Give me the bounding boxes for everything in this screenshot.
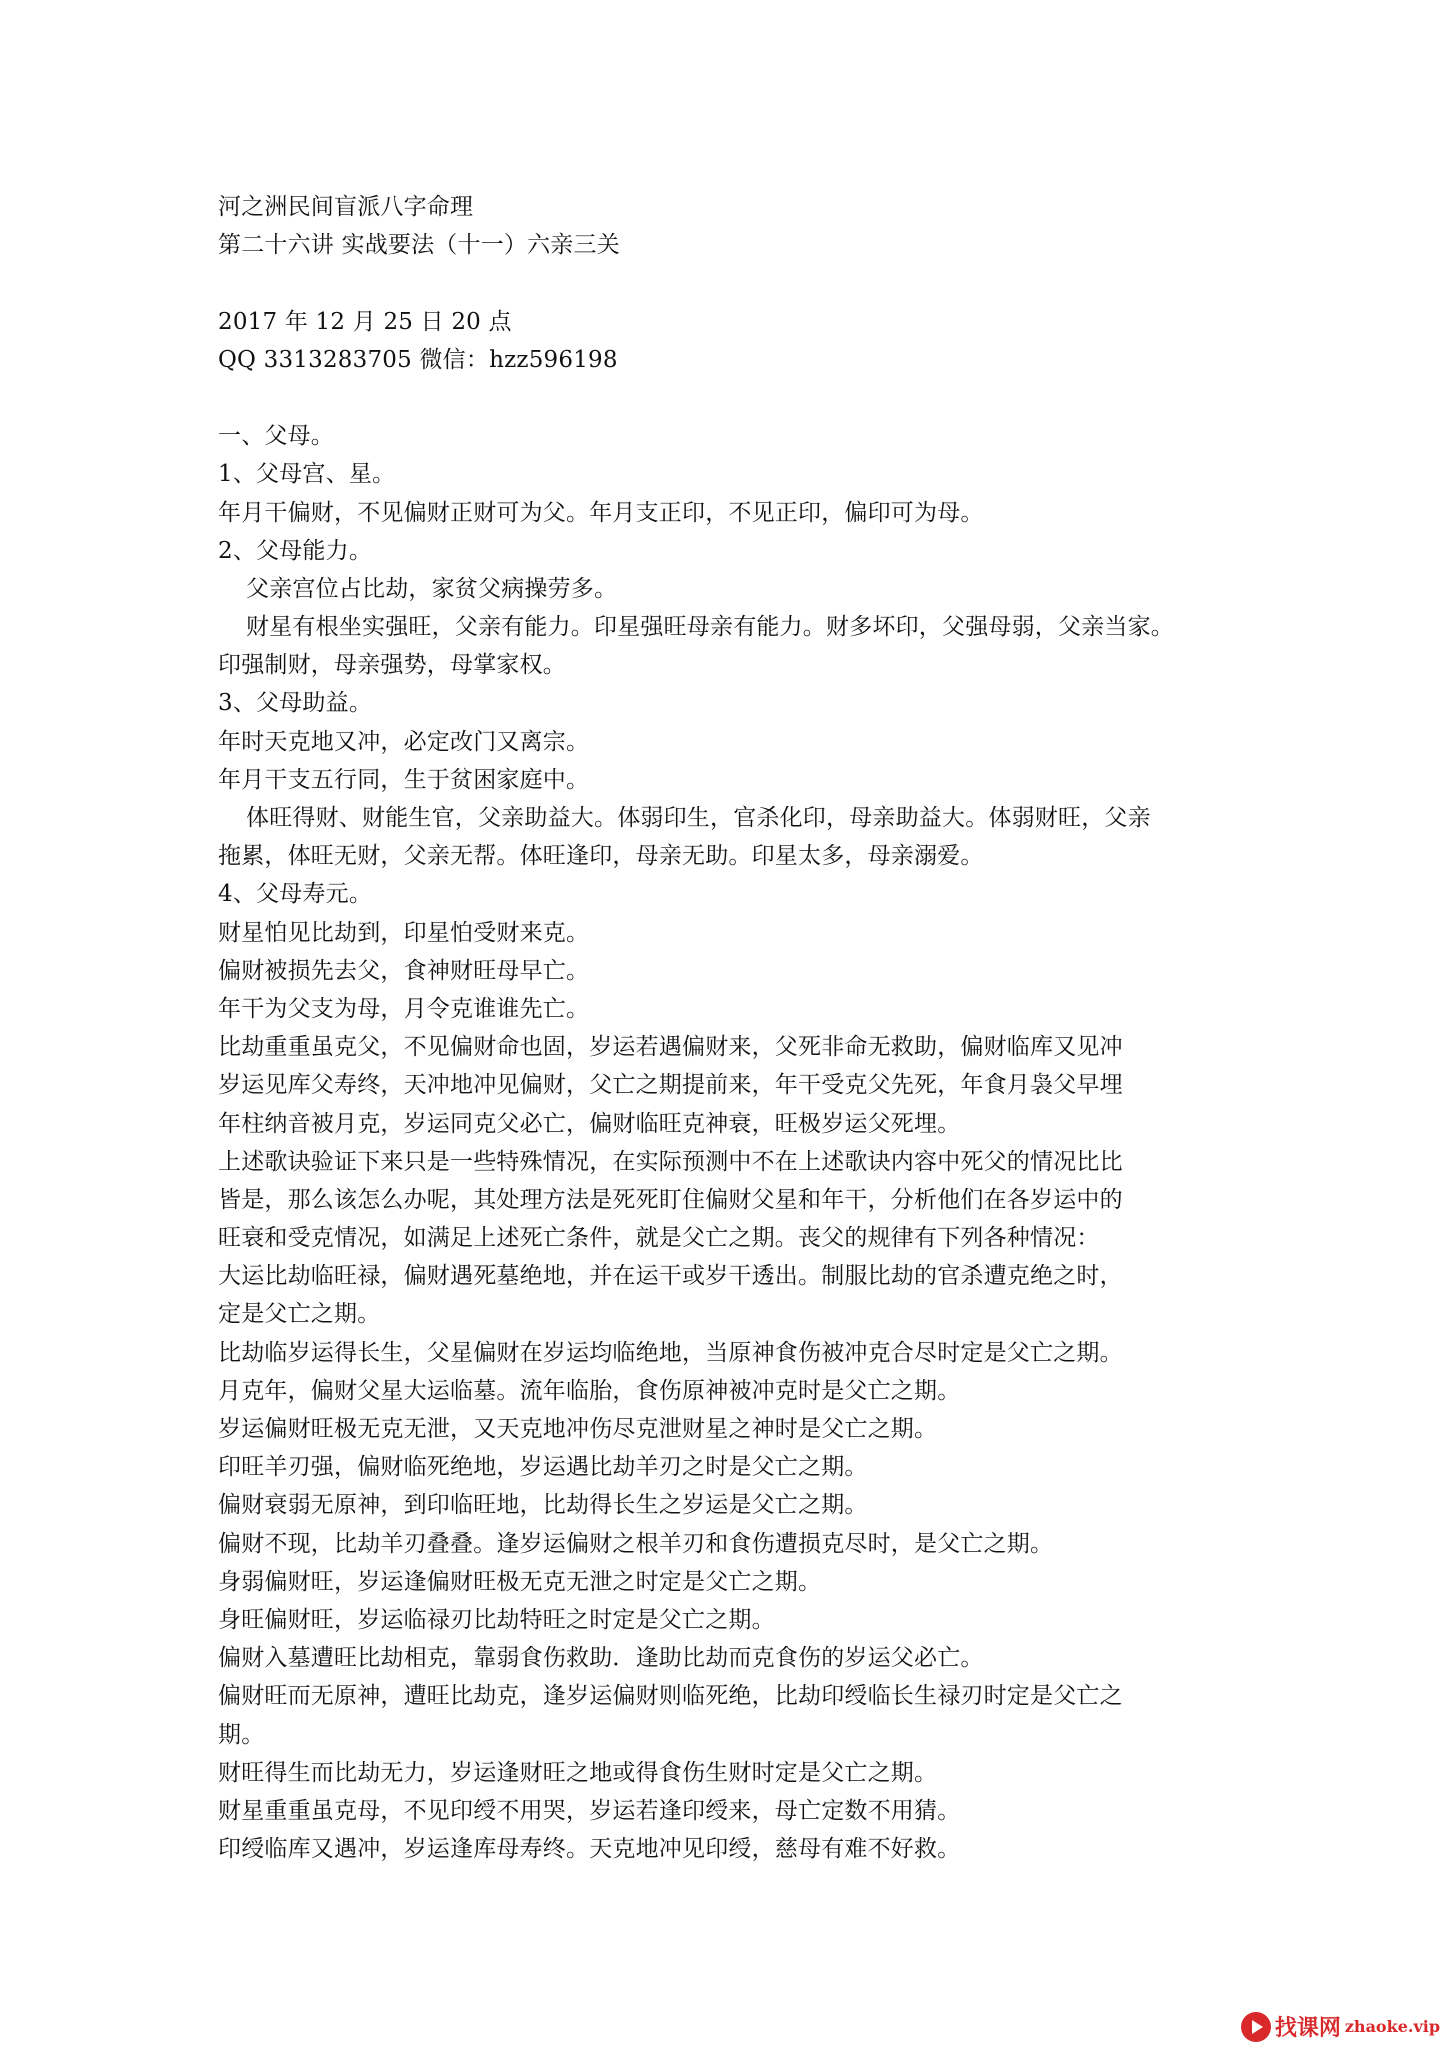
text-line: 印绶临库又遇冲，岁运逢库母寿终。天克地冲见印绶，慈母有难不好救。	[218, 1836, 961, 1863]
text-line: 拖累，体旺无财，父亲无帮。体旺逢印，母亲无助。印星太多，母亲溺爱。	[218, 843, 984, 870]
document-body	[218, 188, 1238, 1868]
text-line: 大运比劫临旺禄，偏财遇死墓绝地，并在运干或岁干透出。制服比劫的官杀遭克绝之时，	[218, 1263, 1123, 1290]
play-logo-icon	[1241, 2012, 1271, 2042]
subsection-heading: 3、父母助益。	[218, 690, 373, 717]
text-line: 偏财衰弱无原神，到印临旺地，比劫得长生之岁运是父亡之期。	[218, 1492, 868, 1519]
spacer	[218, 264, 1238, 302]
text-line: 父亲宫位占比劫，家贫父病操劳多。	[246, 575, 618, 602]
watermark-en: zhaoke.vip	[1344, 2017, 1440, 2036]
text-line: 比劫临岁运得长生，父星偏财在岁运均临绝地，当原神食伤被冲克合尽时定是父亡之期。	[218, 1339, 1123, 1366]
text-line: 岁运见库父寿终，天冲地冲见偏财，父亡之期提前来，年干受克父先死，年食月袅父早埋	[218, 1072, 1123, 1099]
text-line: 财星有根坐实强旺，父亲有能力。印星强旺母亲有能力。财多坏印，父强母弱，父亲当家。	[246, 614, 1174, 641]
text-line: 期。	[218, 1721, 265, 1748]
text-line: 上述歌诀验证下来只是一些特殊情况，在实际预测中不在上述歌诀内容中死父的情况比比	[218, 1148, 1123, 1175]
text-line: 比劫重重虽克父，不见偏财命也固，岁运若遇偏财来，父死非命无救助，偏财临库又见冲	[218, 1034, 1123, 1061]
text-line: 旺衰和受克情况，如满足上述死亡条件，就是父亡之期。丧父的规律有下列各种情况：	[218, 1225, 1100, 1252]
document-date: 2017 年 12 月 25 日 20 点	[218, 308, 512, 335]
text-line: 岁运偏财旺极无克无泄，又天克地冲伤尽克泄财星之神时是父亡之期。	[218, 1416, 938, 1442]
text-line: 财旺得生而比劫无力，岁运逢财旺之地或得食伤生财时定是父亡之期。	[218, 1759, 938, 1786]
document-subtitle: 第二十六讲 实战要法（十一）六亲三关	[218, 232, 620, 259]
text-line: 体旺得财、财能生官，父亲助益大。体弱印生，官杀化印，母亲助益大。体弱财旺，父亲	[246, 805, 1151, 831]
section-heading: 一、父母。	[218, 423, 334, 450]
subsection-heading: 1、父母宫、星。	[218, 461, 396, 488]
text-line: 印强制财，母亲强势，母掌家权。	[218, 652, 566, 679]
text-line: 皆是，那么该怎么办呢，其处理方法是死死盯住偏财父星和年干，分析他们在各岁运中的	[218, 1186, 1123, 1213]
text-line: 偏财入墓遭旺比劫相克，靠弱食伤救助．逢助比劫而克食伤的岁运父必亡。	[218, 1645, 984, 1672]
watermark	[1241, 2011, 1440, 2042]
subsection-heading: 2、父母能力。	[218, 537, 373, 564]
text-line: 偏财不现，比劫羊刃叠叠。逢岁运偏财之根羊刃和食伤遭损克尽时，是父亡之期。	[218, 1530, 1054, 1557]
text-line: 印旺羊刃强，偏财临死绝地，岁运遇比劫羊刃之时是父亡之期。	[218, 1454, 868, 1481]
text-line: 财星怕见比劫到，印星怕受财来克。	[218, 919, 590, 946]
text-line: 定是父亡之期。	[218, 1301, 381, 1328]
document-contact: QQ 3313283705 微信：hzz596198	[218, 346, 618, 373]
subsection-heading: 4、父母寿元。	[218, 881, 373, 908]
text-line: 偏财被损先去父，食神财旺母早亡。	[218, 957, 590, 984]
text-line: 身旺偏财旺，岁运临禄刃比劫特旺之时定是父亡之期。	[218, 1606, 775, 1633]
text-line: 年柱纳音被月克，岁运同克父必亡，偏财临旺克神衰，旺极岁运父死埋。	[218, 1110, 961, 1137]
text-line: 身弱偏财旺，岁运逢偏财旺极无克无泄之时定是父亡之期。	[218, 1568, 822, 1595]
text-line: 财星重重虽克母，不见印绶不用哭，岁运若逢印绶来，母亡定数不用猜。	[218, 1797, 961, 1824]
watermark-cn: 找课网	[1274, 2016, 1341, 2041]
text-line: 年月干偏财，不见偏财正财可为父。年月支正印，不见正印，偏印可为母。	[218, 499, 984, 526]
text-line: 年干为父支为母，月令克谁谁先亡。	[218, 995, 590, 1022]
spacer	[218, 379, 1238, 417]
text-line: 年时天克地又冲，必定改门又离宗。	[218, 728, 590, 755]
text-line: 月克年，偏财父星大运临墓。流年临胎，食伤原神被冲克时是父亡之期。	[218, 1377, 961, 1404]
document-title: 河之洲民间盲派八字命理	[218, 194, 474, 220]
text-line: 偏财旺而无原神，遭旺比劫克，逢岁运偏财则临死绝，比劫印绶临长生禄刃时定是父亡之	[218, 1683, 1123, 1710]
text-line: 年月干支五行同，生于贫困家庭中。	[218, 766, 590, 793]
